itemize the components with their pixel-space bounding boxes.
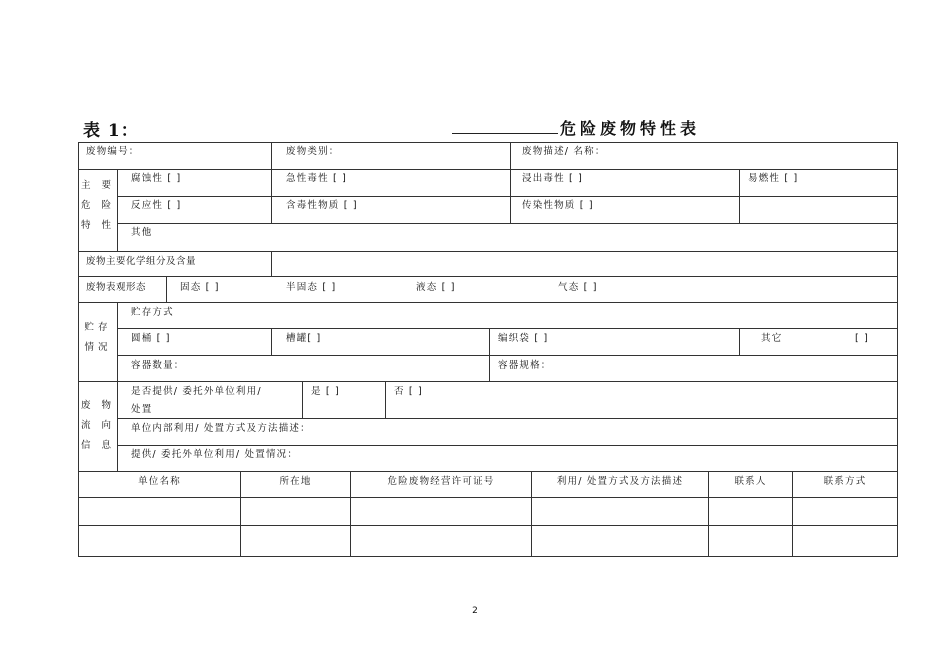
container-spec-label: 容器规格： (498, 360, 552, 371)
leaching-toxicity-checkbox[interactable]: 浸出毒性 [ ] (522, 173, 584, 184)
other-hazard-label: 其他 (131, 227, 153, 238)
internal-use-label: 单位内部利用/ 处置方式及方法描述： (131, 423, 311, 434)
waste-flow-label (80, 396, 116, 456)
col-header-contact-info: 联系方式 (823, 476, 867, 487)
appearance-label: 废物表观形态 (86, 282, 147, 293)
table-row[interactable] (79, 526, 897, 556)
page-number: 2 (472, 606, 478, 616)
acute-toxicity-checkbox[interactable]: 急性毒性 [ ] (286, 173, 348, 184)
table-row[interactable] (79, 498, 897, 525)
toxic-substance-checkbox[interactable]: 含毒性物质 [ ] (286, 200, 358, 211)
solid-checkbox[interactable]: 固态 [ ] (180, 282, 220, 293)
title-blank-line (452, 133, 558, 134)
composition-label: 废物主要化学组分及含量 (86, 256, 197, 267)
other-storage-checkbox[interactable]: [ ] (855, 333, 870, 344)
semi-solid-checkbox[interactable]: 半固态 [ ] (286, 282, 337, 293)
waste-flow-label-line-3: 信 息 (80, 440, 116, 451)
hazard-label (80, 176, 116, 236)
drum-checkbox[interactable]: 圆桶 [ ] (131, 333, 171, 344)
external-use-label: 提供/ 委托外单位利用/ 处置情况： (131, 449, 299, 460)
provide-question-line-2: 处置 (131, 404, 153, 415)
hazard-label-line-3: 特 性 (80, 220, 116, 231)
hazard-label-line-1: 主 要 (80, 180, 116, 191)
storage-label (80, 318, 116, 358)
gas-checkbox[interactable]: 气态 [ ] (558, 282, 598, 293)
liquid-checkbox[interactable]: 液态 [ ] (416, 282, 456, 293)
hazard-label-line-2: 危 险 (80, 200, 116, 211)
storage-label-line-2: 情况 (84, 342, 112, 353)
waste-flow-label-line-1: 废 物 (80, 400, 116, 411)
flammable-checkbox[interactable]: 易燃性 [ ] (748, 173, 799, 184)
page-title: 危险废物特性表 (560, 119, 701, 138)
table-number: 表 1： (83, 121, 139, 141)
waste-code-label: 废物编号： (86, 146, 140, 157)
woven-bag-checkbox[interactable]: 编织袋 [ ] (498, 333, 549, 344)
col-header-location: 所在地 (279, 476, 312, 487)
provide-question-line-1: 是否提供/ 委托外单位利用/ (131, 386, 262, 397)
waste-category-label: 废物类别： (286, 146, 340, 157)
waste-description-label: 废物描述/ 名称： (522, 146, 606, 157)
col-header-license: 危险废物经营许可证号 (387, 476, 495, 487)
infectious-substance-checkbox[interactable]: 传染性物质 [ ] (522, 200, 594, 211)
other-storage-label: 其它 (761, 333, 783, 344)
waste-flow-label-line-2: 流 向 (80, 420, 116, 431)
no-checkbox[interactable]: 否 [ ] (394, 386, 423, 397)
storage-label-line-1: 贮存 (84, 322, 112, 333)
col-header-unit-name: 单位名称 (138, 476, 181, 487)
col-header-contact: 联系人 (734, 476, 767, 487)
yes-checkbox[interactable]: 是 [ ] (311, 386, 340, 397)
storage-method-label: 贮存方式 (131, 307, 174, 318)
reactive-checkbox[interactable]: 反应性 [ ] (131, 200, 182, 211)
corrosive-checkbox[interactable]: 腐蚀性 [ ] (131, 173, 182, 184)
col-header-method: 利用/ 处置方式及方法描述 (556, 476, 684, 487)
container-quantity-label: 容器数量： (131, 360, 185, 371)
tank-checkbox[interactable]: 槽罐[ ] (286, 333, 322, 344)
